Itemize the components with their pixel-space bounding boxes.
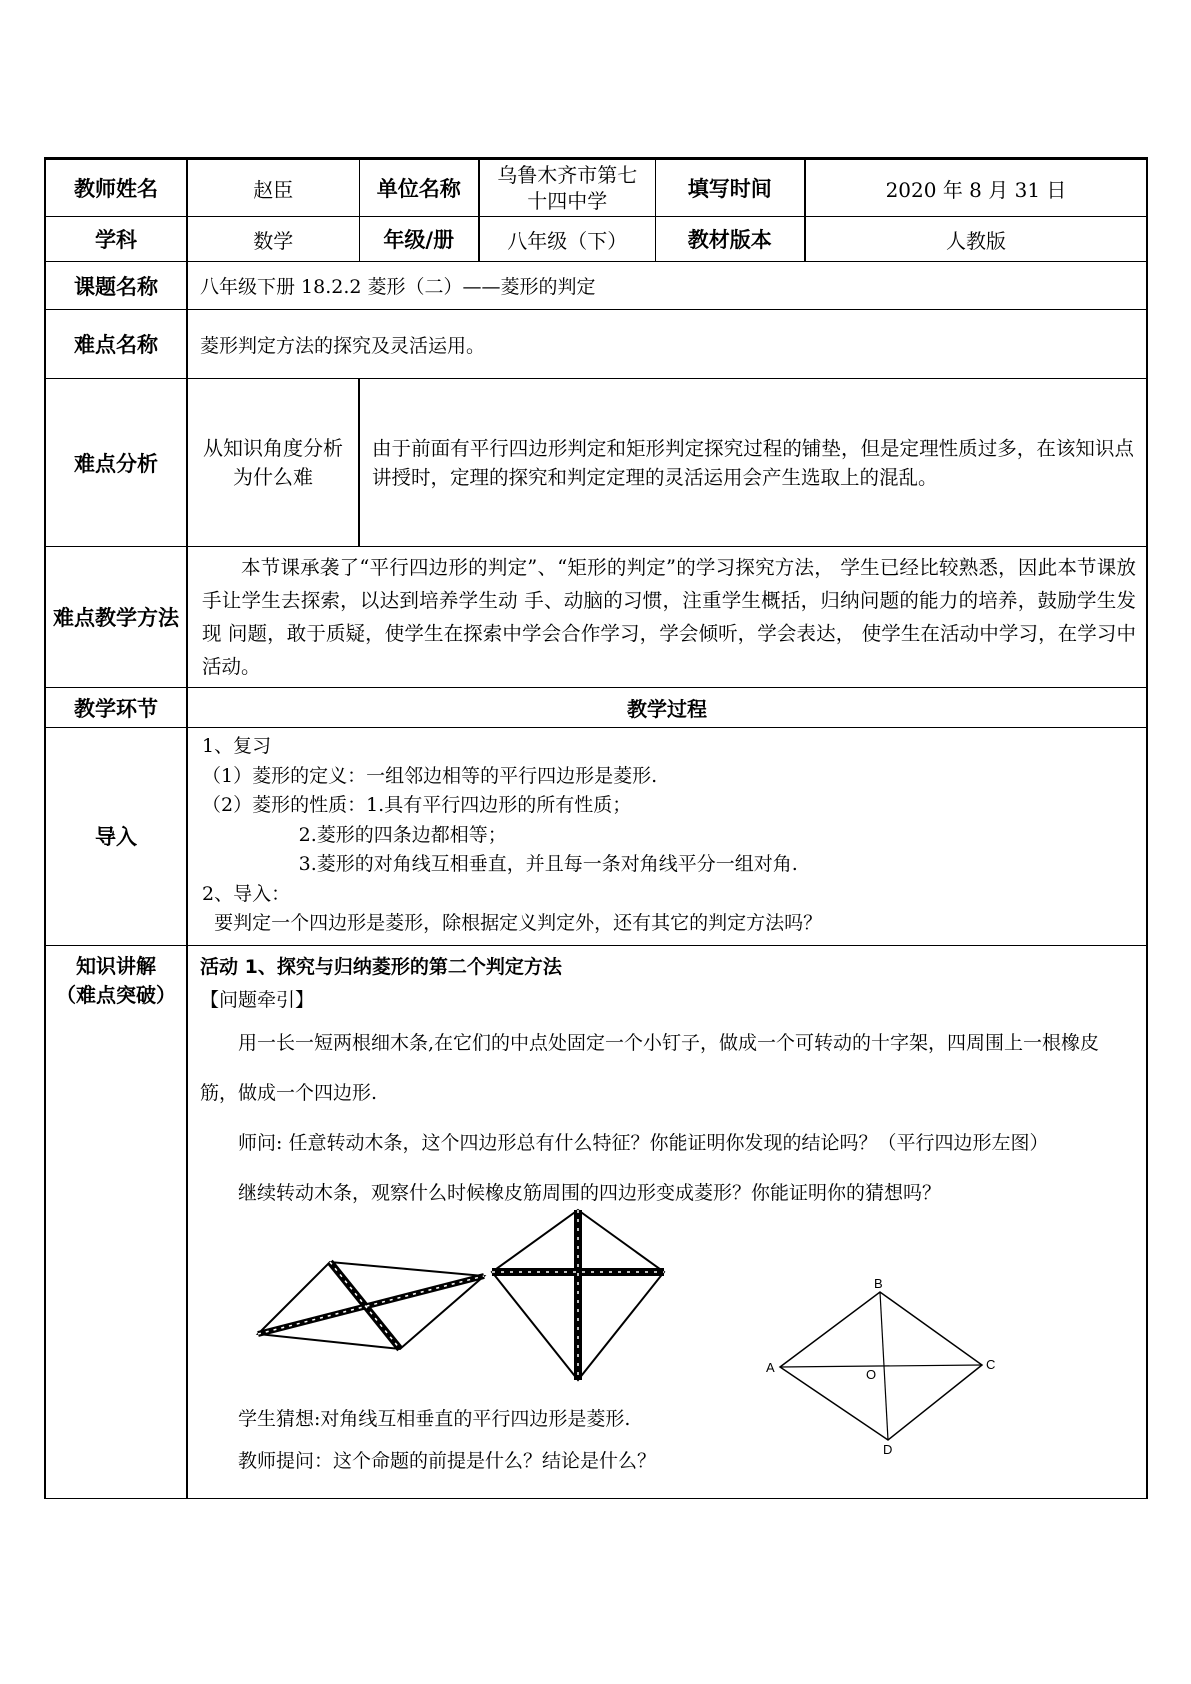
prompt-tag: 【问题牵引】 (200, 988, 315, 1011)
activity-paragraph-1: 用一长一短两根细木条,在它们的中点处固定一个小钉子，做成一个可转动的十字架，四周围上一根橡皮筋，做成一个四边形. (200, 1031, 1100, 1104)
activity-paragraph-2: 师问: 任意转动木条，这个四边形总有什么特征？你能证明你发现的结论吗？（平行四边形左图） (238, 1131, 1049, 1154)
difficulty-label: 难点名称 (45, 310, 187, 379)
analysis-label: 难点分析 (45, 379, 187, 547)
subject-value: 数学 (187, 217, 359, 262)
unit-label: 单位名称 (359, 159, 479, 217)
rhombus-sticks-figure (488, 1204, 678, 1384)
difficulty-value: 菱形判定方法的探究及灵活运用。 (187, 310, 1147, 379)
intro-content: 1、复习 （1）菱形的定义：一组邻边相等的平行四边形是菱形. （2）菱形的性质：1.具有平行四边形的所有性质； 2.菱形的四条边都相等； 3.菱形的对角线互相垂直，并且每一条对角线平分一组对角. 2、导入： 要判定一个四边形是菱形，除根据定义判定外，还有其它的判定方法吗？ (202, 735, 823, 934)
edition-label: 教材版本 (655, 217, 805, 262)
vertex-label-a: A (766, 1359, 775, 1375)
unit-name: 乌鲁木齐市第七 十四中学 (479, 159, 655, 217)
teacher-label: 教师姓名 (45, 159, 187, 217)
knowledge-content (188, 946, 1146, 1498)
rhombus-abcd-figure (758, 1276, 1008, 1456)
edition-value: 人教版 (805, 217, 1147, 262)
student-guess: 学生猜想:对角线互相垂直的平行四边形是菱形. (238, 1407, 631, 1430)
intro-label: 导入 (45, 728, 187, 946)
subject-label: 学科 (45, 217, 187, 262)
date-value: 2020 年 8 月 31 日 (805, 159, 1147, 217)
method-label: 难点教学方法 (45, 547, 187, 688)
teacher-question: 教师提问：这个命题的前提是什么？结论是什么？ (238, 1449, 657, 1472)
process-left-header: 教学环节 (45, 688, 187, 728)
analysis-text: 由于前面有平行四边形判定和矩形判定探究过程的铺垫，但是定理性质过多，在该知识点讲授时，定理的探究和判定定理的灵活运用会产生选取上的混乱。 (372, 436, 1134, 489)
vertex-label-b: B (874, 1275, 883, 1291)
vertex-label-c: C (986, 1356, 996, 1372)
topic-value: 八年级下册 18.2.2 菱形（二）——菱形的判定 (187, 262, 1147, 310)
topic-label: 课题名称 (45, 262, 187, 310)
activity-paragraph-3: 继续转动木条，观察什么时候橡皮筋周围的四边形变成菱形？你能证明你的猜想吗？ (238, 1181, 942, 1204)
parallelogram-sticks-figure (248, 1214, 488, 1354)
method-text: 本节课承袭了“平行四边形的判定”、“矩形的判定”的学习探究方法， 学生已经比较熟悉，因此本节课放手让学生去探索，以达到培养学生动 手、动脑的习惯，注重学生概括，归纳问题的能力的培养，鼓励学生发现 问题，敢于质疑，使学生在探索中学会合作学习，学会倾听，学会表达， 使学生在活动中学习，在学习中活动。 (202, 556, 1136, 678)
activity-title: 活动 1、探究与归纳菱形的第二个判定方法 (200, 955, 562, 978)
vertex-label-d: D (883, 1441, 893, 1456)
analysis-sublabel: 从知识角度分析 为什么难 (188, 379, 359, 546)
center-label-o: O (866, 1366, 877, 1382)
grade-label: 年级/册 (359, 217, 479, 262)
process-right-header: 教学过程 (187, 688, 1147, 728)
knowledge-label: 知识讲解 （难点突破） (45, 945, 187, 1498)
date-label: 填写时间 (655, 159, 805, 217)
grade-value: 八年级（下） (479, 217, 655, 262)
teacher-name: 赵臣 (187, 159, 359, 217)
lesson-plan-table (44, 157, 1146, 1499)
